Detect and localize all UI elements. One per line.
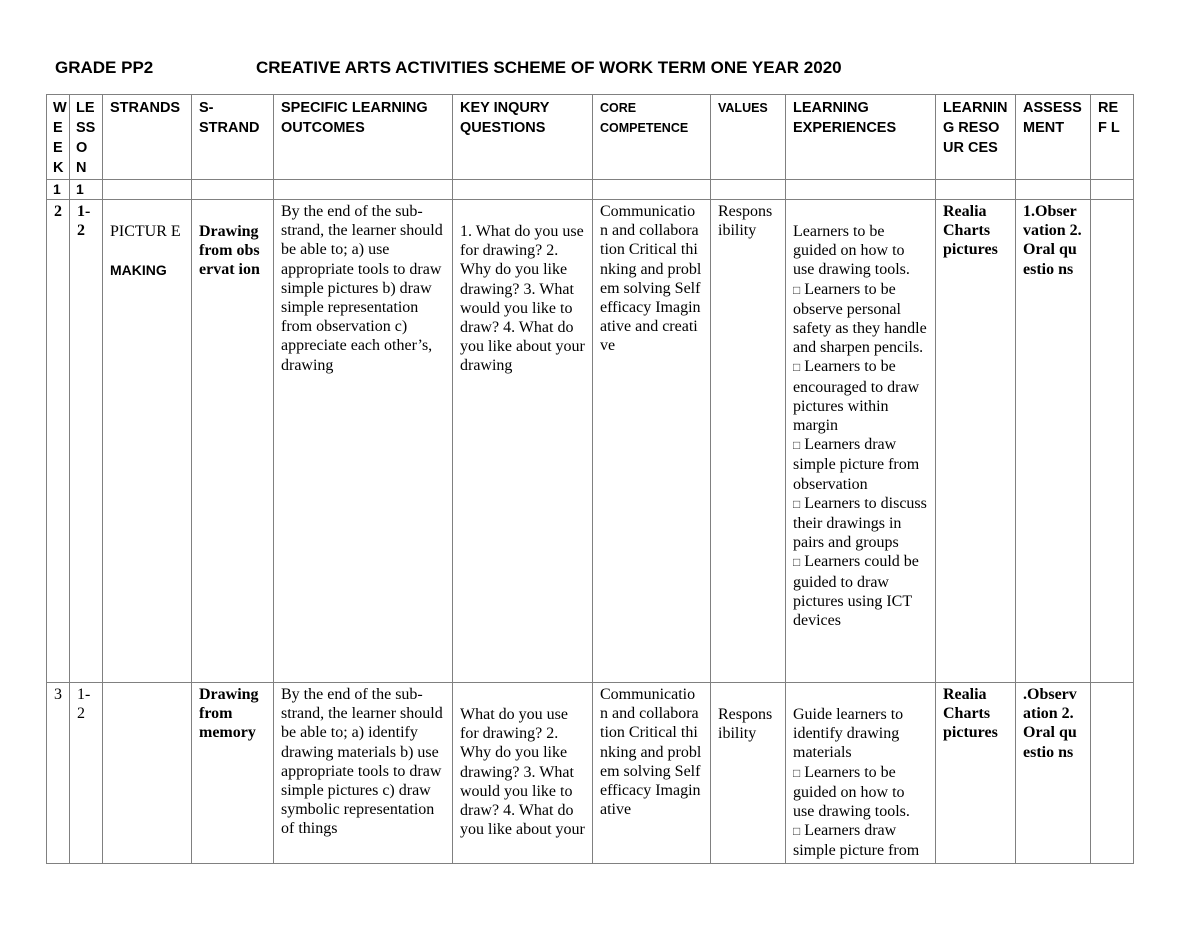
empty-cell bbox=[593, 180, 711, 200]
grade-heading: GRADE PP2 bbox=[55, 58, 154, 77]
strand-cell bbox=[103, 200, 192, 683]
empty-cell bbox=[453, 180, 593, 200]
lesson-cell: 1-2 bbox=[70, 200, 103, 683]
document-title: CREATIVE ARTS ACTIVITIES SCHEME OF WORK TERM ONE YEAR 2020 bbox=[256, 58, 842, 77]
table-header-row bbox=[47, 95, 1134, 180]
values-cell: Respons ibility bbox=[711, 683, 786, 864]
column-header-lesson: LE SS O N bbox=[70, 95, 103, 180]
experience-item: □ Learners draw simple picture from bbox=[793, 821, 928, 860]
empty-cell bbox=[274, 180, 453, 200]
column-header-values: VALUES bbox=[711, 95, 786, 180]
empty-cell bbox=[936, 180, 1016, 200]
experience-item: □ Learners to be guided on how to use drawing tools. bbox=[793, 763, 928, 822]
assessment-cell: .Observ ation 2.Oral questio ns bbox=[1016, 683, 1091, 864]
column-header-resources: LEARNIN G RESOUR CES bbox=[936, 95, 1016, 180]
empty-cell bbox=[1016, 180, 1091, 200]
experience-intro: Guide learners to identify drawing materials bbox=[793, 706, 908, 762]
experience-item: □ Learners to discuss their drawings in pairs and groups bbox=[793, 494, 928, 553]
experience-item: □ Learners draw simple picture from observation bbox=[793, 435, 928, 494]
experience-item: □ Learners could be guided to draw pictures using ICT devices bbox=[793, 552, 928, 630]
reflection-cell bbox=[1091, 683, 1134, 864]
table-row bbox=[47, 180, 1134, 200]
competence-cell: Communicatio n and collaboration Critical thinking and problem solving Self efficacy Imaginative and creative bbox=[593, 200, 711, 683]
table-row bbox=[47, 200, 1134, 683]
strand-cell bbox=[103, 683, 192, 864]
experience-item: □ Learners to be encouraged to draw pictures within margin bbox=[793, 357, 928, 435]
reflection-cell bbox=[1091, 200, 1134, 683]
resources-cell: Realia Charts pictures bbox=[936, 200, 1016, 683]
empty-cell bbox=[192, 180, 274, 200]
column-header-questions: KEY INQURY QUESTIONS bbox=[453, 95, 593, 180]
experience-intro: Learners to be guided on how to use drawing tools. bbox=[793, 223, 910, 279]
week-cell: 1 bbox=[47, 180, 70, 200]
strand-name-continued: MAKING bbox=[110, 262, 167, 279]
experiences-cell bbox=[786, 200, 936, 683]
empty-cell bbox=[103, 180, 192, 200]
column-header-outcomes: SPECIFIC LEARNING OUTCOMES bbox=[274, 95, 453, 180]
questions-cell: 1. What do you use for drawing? 2. Why do you like drawing? 3. What would you like to draw? 4. What do you like about your drawing bbox=[453, 200, 593, 683]
resources-cell: Realia Charts pictures bbox=[936, 683, 1016, 864]
column-header-assessment: ASSESS MENT bbox=[1016, 95, 1091, 180]
lesson-cell: 1 bbox=[70, 180, 103, 200]
lesson-cell: 1- 2 bbox=[70, 683, 103, 864]
empty-cell bbox=[786, 180, 936, 200]
sub-strand-cell bbox=[192, 200, 274, 683]
week-cell: 2 bbox=[47, 200, 70, 683]
sub-strand-text: Drawing from observat ion bbox=[199, 223, 263, 279]
outcomes-cell: By the end of the sub-strand, the learner should be able to; a) identify drawing materials b) use appropriate tools to draw simple pictures c) draw symbolic representation of things bbox=[274, 683, 453, 864]
column-header-sub-strand: S- STRAND bbox=[192, 95, 274, 180]
assessment-cell: 1.Obser vation 2.Oral questio ns bbox=[1016, 200, 1091, 683]
week-cell: 3 bbox=[47, 683, 70, 864]
empty-cell bbox=[1091, 180, 1134, 200]
values-cell: Respons ibility bbox=[711, 200, 786, 683]
column-header-strands: STRANDS bbox=[103, 95, 192, 180]
scheme-of-work-table bbox=[46, 94, 1134, 864]
table-row bbox=[47, 683, 1134, 864]
column-header-reflection: REF L bbox=[1091, 95, 1134, 180]
column-header-week: W E E K bbox=[47, 95, 70, 180]
strand-name: PICTUR E bbox=[110, 223, 181, 240]
column-header-competence: CORE COMPETENCE bbox=[593, 95, 711, 180]
outcomes-cell: By the end of the sub-strand, the learner should be able to; a) use appropriate tools to draw simple pictures b) draw simple representation from observation c) appreciate each other’s, drawing bbox=[274, 200, 453, 683]
experience-item: □ Learners to be observe personal safety as they handle and sharpen pencils. bbox=[793, 280, 928, 358]
empty-cell bbox=[711, 180, 786, 200]
competence-cell: Communicatio n and collaboration Critical thinking and problem solving Self efficacy Imaginative bbox=[593, 683, 711, 864]
questions-cell: What do you use for drawing? 2. Why do you like drawing? 3. What would you like to draw? 4. What do you like about your bbox=[453, 683, 593, 864]
column-header-experiences: LEARNING EXPERIENCES bbox=[786, 95, 936, 180]
experiences-cell bbox=[786, 683, 936, 864]
sub-strand-cell: Drawing from memory bbox=[192, 683, 274, 864]
